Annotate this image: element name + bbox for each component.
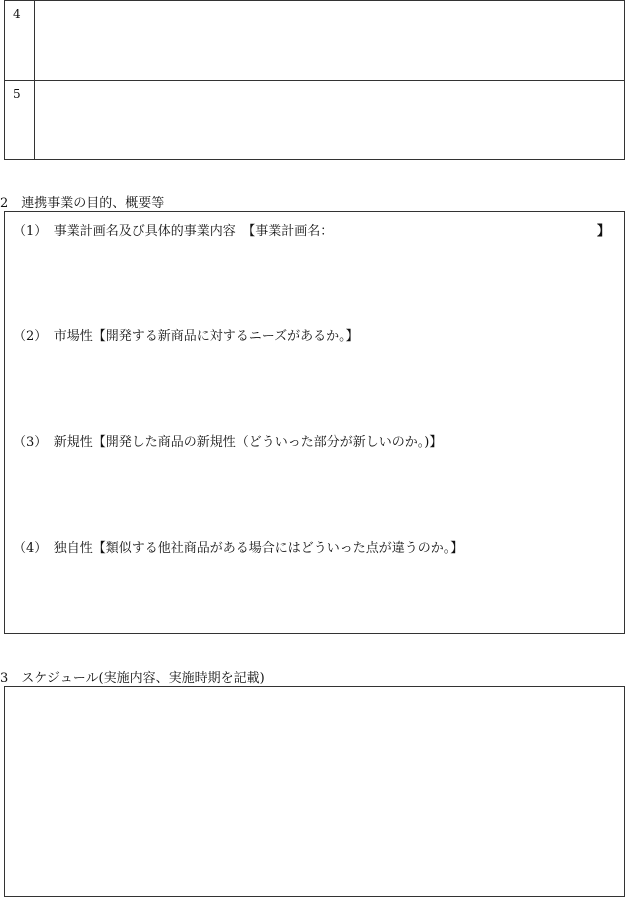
item-1-label: （1） 事業計画名及び具体的事業内容 【事業計画名：	[13, 224, 334, 239]
schedule-box[interactable]	[4, 686, 625, 897]
section-3-heading: 3 スケジュール(実施内容、実施時期を記載)	[0, 671, 265, 686]
row-number-cell	[5, 81, 35, 159]
item-3-label: （3） 新規性【開発した商品の新規性（どういった部分が新しいのか。)】	[13, 435, 443, 450]
row-number-cell	[5, 1, 35, 80]
section-2-box	[4, 211, 625, 634]
table-row-4	[4, 0, 625, 81]
item-2-label: （2） 市場性【開発する新商品に対するニーズがあるか。】	[13, 329, 359, 344]
table-row-5	[4, 80, 625, 160]
section-2-heading: 2 連携事業の目的、概要等	[0, 196, 165, 211]
row-number: 4	[13, 7, 21, 21]
row-number: 5	[13, 87, 21, 101]
item-1-close-bracket: 】	[596, 224, 610, 239]
item-4-label: （4） 独自性【類似する他社商品がある場合にはどういった点が違うのか。】	[13, 541, 464, 556]
